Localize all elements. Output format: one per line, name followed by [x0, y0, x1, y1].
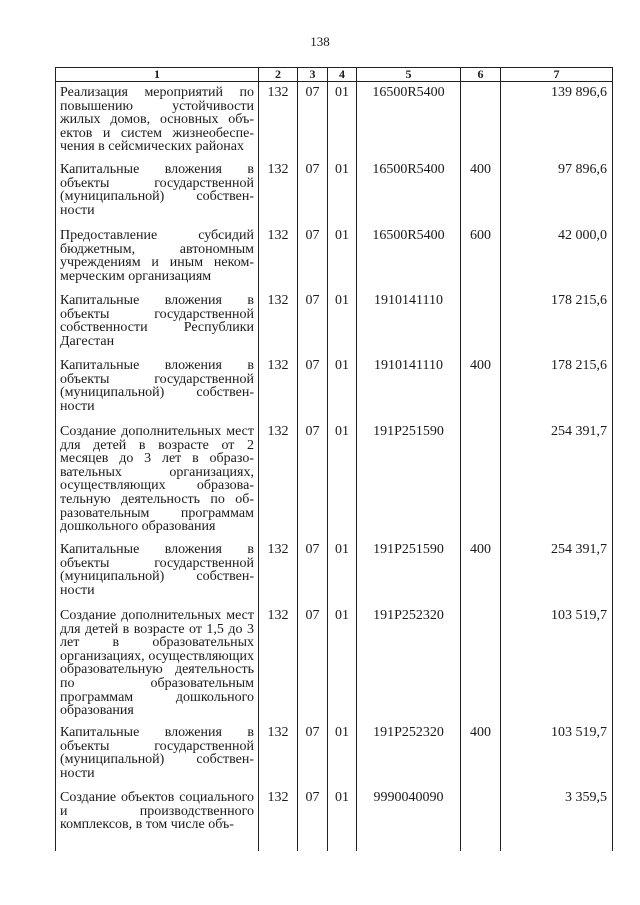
subsection-code: 01: [328, 355, 357, 421]
expense-type-code: [461, 421, 501, 539]
ministry-code: 132: [259, 787, 298, 851]
target-article-code: 16500R5400: [357, 159, 461, 225]
section-code: 07: [298, 722, 328, 787]
subsection-code: 01: [328, 539, 357, 605]
target-article-code: 9990040090: [357, 787, 461, 851]
expense-type-code: [461, 787, 501, 851]
expense-type-code: [461, 290, 501, 355]
section-code: 07: [298, 159, 328, 225]
subsection-code: 01: [328, 159, 357, 225]
section-code: 07: [298, 787, 328, 851]
section-code: 07: [298, 421, 328, 539]
item-name: Создание дополнительных мест для детей в возрасте от 1,5 до 3 лет в образовательных организациях, осуществляющих образовательную деятельность по образовательным программам дошкольного образования: [56, 605, 259, 722]
amount: 254 391,7: [501, 539, 613, 605]
section-code: 07: [298, 539, 328, 605]
subsection-code: 01: [328, 421, 357, 539]
ministry-code: 132: [259, 421, 298, 539]
expense-type-code: 400: [461, 355, 501, 421]
target-article-code: 1910141110: [357, 290, 461, 355]
amount: 178 215,6: [501, 290, 613, 355]
subsection-code: 01: [328, 82, 357, 160]
ministry-code: 132: [259, 225, 298, 290]
section-code: 07: [298, 290, 328, 355]
ministry-code: 132: [259, 290, 298, 355]
amount: 139 896,6: [501, 82, 613, 160]
column-header: 4: [328, 68, 357, 82]
section-code: 07: [298, 605, 328, 722]
column-header: 2: [259, 68, 298, 82]
ministry-code: 132: [259, 82, 298, 160]
item-name: Создание объектов социального и производственного комплексов, в том числе объ-: [56, 787, 259, 851]
subsection-code: 01: [328, 605, 357, 722]
ministry-code: 132: [259, 355, 298, 421]
ministry-code: 132: [259, 159, 298, 225]
expense-type-code: 400: [461, 539, 501, 605]
amount: 42 000,0: [501, 225, 613, 290]
table-row: [56, 290, 613, 355]
subsection-code: 01: [328, 225, 357, 290]
table-row: [56, 722, 613, 787]
target-article-code: 16500R5400: [357, 225, 461, 290]
target-article-code: 16500R5400: [357, 82, 461, 160]
ministry-code: 132: [259, 605, 298, 722]
item-name: Капитальные вложения в объекты государственной (муниципальной) собственности: [56, 539, 259, 605]
target-article-code: 1910141110: [357, 355, 461, 421]
amount: 254 391,7: [501, 421, 613, 539]
column-header: 7: [501, 68, 613, 82]
item-name: Капитальные вложения в объекты государственной (муниципальной) собственности: [56, 722, 259, 787]
page-number: 138: [310, 34, 330, 49]
amount: 3 359,5: [501, 787, 613, 851]
subsection-code: 01: [328, 722, 357, 787]
table-header-row: [56, 68, 613, 82]
expense-type-code: 400: [461, 722, 501, 787]
section-code: 07: [298, 355, 328, 421]
subsection-code: 01: [328, 290, 357, 355]
target-article-code: 191P252320: [357, 722, 461, 787]
section-code: 07: [298, 82, 328, 160]
table-row: [56, 225, 613, 290]
item-name: Капитальные вложения в объекты государственной (муниципальной) собственности: [56, 355, 259, 421]
item-name: Капитальные вложения в объекты государственной собственности Республики Дагестан: [56, 290, 259, 355]
table-row: [56, 82, 613, 160]
column-header: 1: [56, 68, 259, 82]
table-row: [56, 787, 613, 851]
column-header: 3: [298, 68, 328, 82]
target-article-code: 191P252320: [357, 605, 461, 722]
ministry-code: 132: [259, 539, 298, 605]
column-header: 5: [357, 68, 461, 82]
expense-type-code: 600: [461, 225, 501, 290]
target-article-code: 191P251590: [357, 421, 461, 539]
expense-type-code: 400: [461, 159, 501, 225]
expense-type-code: [461, 82, 501, 160]
table-row: [56, 159, 613, 225]
amount: 178 215,6: [501, 355, 613, 421]
column-header: 6: [461, 68, 501, 82]
budget-table: [55, 67, 613, 851]
table-row: [56, 539, 613, 605]
table-row: [56, 605, 613, 722]
table-row: [56, 421, 613, 539]
expense-type-code: [461, 605, 501, 722]
table-row: [56, 355, 613, 421]
subsection-code: 01: [328, 787, 357, 851]
amount: 103 519,7: [501, 605, 613, 722]
item-name: Реализация мероприятий по повышению устойчивости жилых домов, основных объектов и систем жизнеобеспечения в сейсмических районах: [56, 82, 259, 160]
amount: 103 519,7: [501, 722, 613, 787]
target-article-code: 191P251590: [357, 539, 461, 605]
item-name: Капитальные вложения в объекты государственной (муниципальной) собственности: [56, 159, 259, 225]
item-name: Предоставление субсидий бюджетным, автономным учреждениям и иным некоммерческим организациям: [56, 225, 259, 290]
amount: 97 896,6: [501, 159, 613, 225]
ministry-code: 132: [259, 722, 298, 787]
item-name: Создание дополнительных мест для детей в возрасте от 2 месяцев до 3 лет в образовательных организациях, осуществляющих образовательную деятельность по образовательным программам дошкольного образования: [56, 421, 259, 539]
section-code: 07: [298, 225, 328, 290]
